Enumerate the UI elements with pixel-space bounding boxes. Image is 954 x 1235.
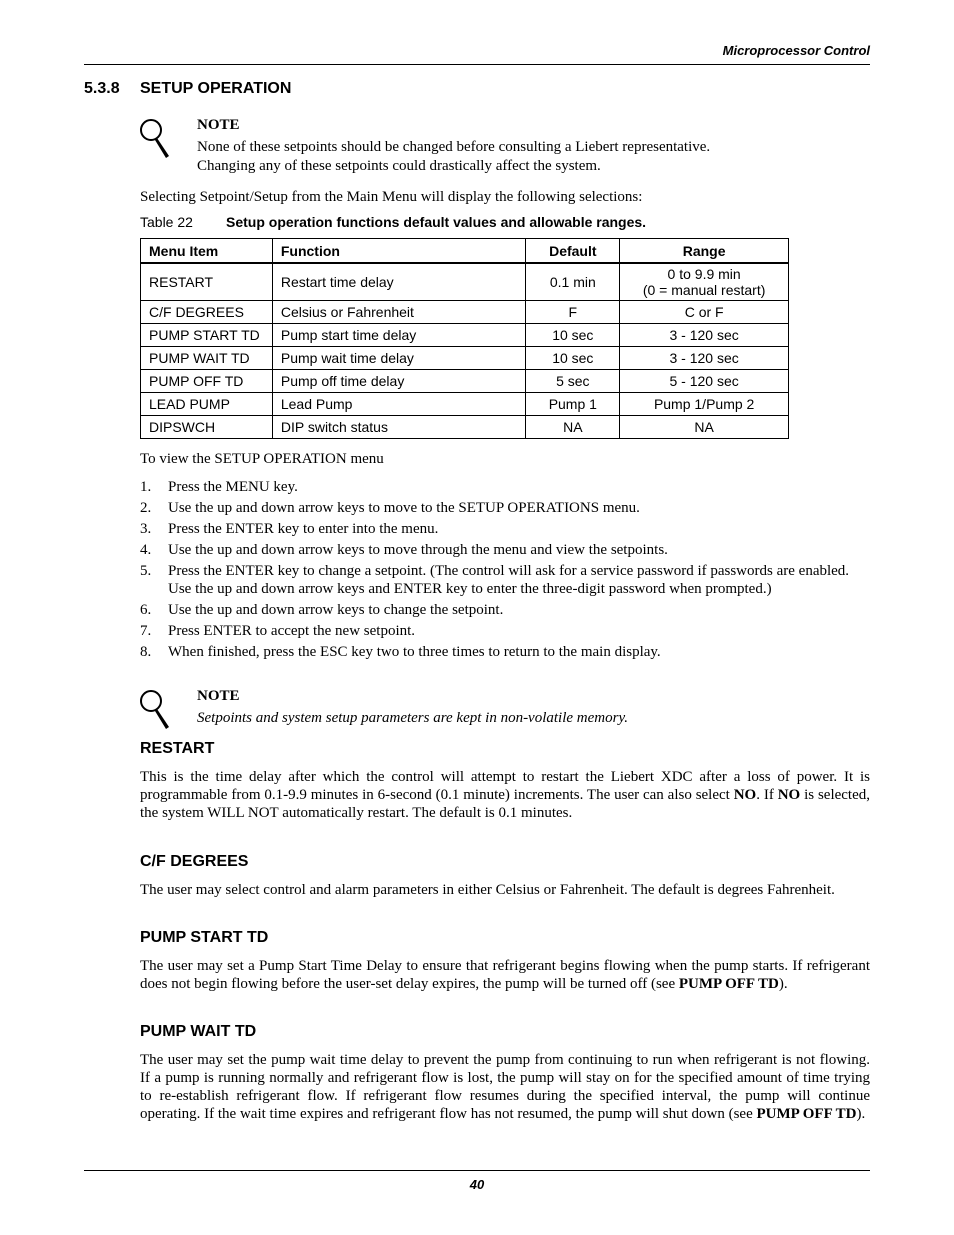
cell-range-line-1: 0 to 9.9 min <box>667 266 741 282</box>
cf-degrees-paragraph: The user may select control and alarm parameters in either Celsius or Fahrenheit. The default is degrees Fahrenheit. <box>140 882 835 898</box>
step-number: 2. <box>140 500 152 516</box>
cell-range: NA <box>620 416 789 439</box>
note-text: Setpoints and system setup parameters are kept in non-volatile memory. <box>197 710 629 726</box>
table-row <box>141 301 789 324</box>
pump-wait-paragraph <box>140 1051 870 1123</box>
table-number: Table 22 <box>140 214 193 230</box>
running-header: Microprocessor Control <box>722 43 870 58</box>
step-number: 6. <box>140 602 152 618</box>
cell-function: Restart time delay <box>272 263 526 301</box>
cell-menu-item: DIPSWCH <box>141 416 273 439</box>
restart-bold-2: NO <box>777 787 801 803</box>
cell-default: NA <box>526 416 620 439</box>
restart-text-3: is selected, the system WILL NOT automatically restart. The default is 0.1 minutes. <box>140 787 870 821</box>
table-row <box>141 347 789 370</box>
cell-default: 10 sec <box>526 324 620 347</box>
table-row <box>141 370 789 393</box>
step-text: Press the ENTER key to enter into the menu. <box>168 521 439 537</box>
cell-range: C or F <box>620 301 789 324</box>
step-text: Use the up and down arrow keys to move to the SETUP OPERATIONS menu. <box>168 500 640 516</box>
step-text: Use the up and down arrow keys to move through the menu and view the setpoints. <box>168 542 668 558</box>
list-item <box>140 601 870 619</box>
cell-function: Lead Pump <box>272 393 526 416</box>
restart-paragraph <box>140 768 870 822</box>
step-number: 1. <box>140 479 152 495</box>
step-text: Press the MENU key. <box>168 479 298 495</box>
pump-start-bold-1: PUMP OFF TD <box>678 976 779 992</box>
col-header-range: Range <box>620 239 789 264</box>
restart-bold-1: NO <box>733 787 757 803</box>
cell-menu-item: LEAD PUMP <box>141 393 273 416</box>
step-text: When finished, press the ESC key two to three times to return to the main display. <box>168 644 661 660</box>
restart-text-2: . If <box>756 787 778 803</box>
list-item <box>140 499 870 517</box>
table-row <box>141 393 789 416</box>
table-header-row <box>141 239 789 264</box>
restart-text-1: This is the time delay after which the control will attempt to restart the Liebert XDC after a loss of power. It is programmable from 0.1-9.9 minutes in 6-second (0.1 minute) increments. The user can also select <box>140 769 870 803</box>
view-intro-paragraph: To view the SETUP OPERATION menu <box>140 451 384 467</box>
table-row <box>141 324 789 347</box>
footer-rule <box>84 1170 870 1171</box>
cell-menu-item: C/F DEGREES <box>141 301 273 324</box>
cell-function: Pump wait time delay <box>272 347 526 370</box>
step-text: Use the up and down arrow keys to change the setpoint. <box>168 602 504 618</box>
step-number: 8. <box>140 644 152 660</box>
cell-range: 5 - 120 sec <box>620 370 789 393</box>
page-number: 40 <box>469 1177 485 1192</box>
section-heading <box>84 80 291 98</box>
pump-wait-text-1: The user may set the pump wait time delay to prevent the pump from continuing to run when refrigerant is not flowing. If a pump is running normally and refrigerant flow is lost, the pump will stay on for the specified amount of time trying to re-establish refrigerant flow. If refrigerant flow resumes during the specified interval, the pump will continue operating. If the wait time expires and refrigerant flow has not resumed, the pump will shut down (see <box>140 1052 870 1122</box>
list-item <box>140 643 870 661</box>
cell-menu-item: RESTART <box>141 263 273 301</box>
steps-list <box>140 478 870 664</box>
magnifier-icon <box>138 116 174 160</box>
magnifier-icon <box>138 687 174 731</box>
pump-wait-text-2: ). <box>856 1106 866 1122</box>
cell-menu-item: PUMP START TD <box>141 324 273 347</box>
cell-range-line-2: (0 = manual restart) <box>642 282 766 298</box>
note-line-1: None of these setpoints should be changed before consulting a Liebert representative. <box>197 139 711 155</box>
note-label: NOTE <box>197 688 240 704</box>
list-item <box>140 622 870 640</box>
step-text: Press the ENTER key to change a setpoint. (The control will ask for a service password if passwords are enabled. Use the up and down arrow keys and ENTER key to enter the three-digit password when prompted.) <box>168 563 850 597</box>
cell-default: 0.1 min <box>526 263 620 301</box>
pump-start-heading: PUMP START TD <box>140 929 269 946</box>
step-number: 7. <box>140 623 152 639</box>
header-rule <box>84 64 870 65</box>
cell-function: DIP switch status <box>272 416 526 439</box>
step-number: 3. <box>140 521 152 537</box>
table-row <box>141 416 789 439</box>
pump-wait-bold-1: PUMP OFF TD <box>756 1106 857 1122</box>
cell-function: Pump start time delay <box>272 324 526 347</box>
section-number: 5.3.8 <box>84 80 120 97</box>
note-text <box>197 138 837 176</box>
note-label: NOTE <box>197 117 240 133</box>
cell-default: Pump 1 <box>526 393 620 416</box>
list-item <box>140 520 870 538</box>
table-row <box>141 263 789 301</box>
step-number: 5. <box>140 563 152 579</box>
cell-default: 5 sec <box>526 370 620 393</box>
col-header-menu-item: Menu Item <box>141 239 273 264</box>
cell-range <box>620 263 789 301</box>
cell-range: 3 - 120 sec <box>620 347 789 370</box>
restart-heading: RESTART <box>140 740 215 757</box>
section-title: SETUP OPERATION <box>140 80 292 97</box>
cf-degrees-heading: C/F DEGREES <box>140 853 249 870</box>
pump-start-text-1: The user may set a Pump Start Time Delay to ensure that refrigerant begins flowing when the pump starts. If refrigerant does not begin flowing before the user-set delay expires, the pump will be turned off (see <box>140 958 870 992</box>
cell-default: F <box>526 301 620 324</box>
intro-paragraph: Selecting Setpoint/Setup from the Main Menu will display the following selections: <box>140 189 643 205</box>
pump-wait-heading: PUMP WAIT TD <box>140 1023 257 1040</box>
cell-menu-item: PUMP OFF TD <box>141 370 273 393</box>
note-line-2: Changing any of these setpoints could drastically affect the system. <box>197 158 601 174</box>
step-text: Press ENTER to accept the new setpoint. <box>168 623 416 639</box>
cell-range: 3 - 120 sec <box>620 324 789 347</box>
setup-table <box>140 238 789 439</box>
table-caption-text: Setup operation functions default values and allowable ranges. <box>226 214 647 230</box>
pump-start-text-2: ). <box>778 976 788 992</box>
step-number: 4. <box>140 542 152 558</box>
pump-start-paragraph <box>140 957 870 993</box>
cell-function: Pump off time delay <box>272 370 526 393</box>
cell-menu-item: PUMP WAIT TD <box>141 347 273 370</box>
list-item <box>140 562 870 598</box>
cell-default: 10 sec <box>526 347 620 370</box>
table-caption <box>140 214 646 230</box>
col-header-default: Default <box>526 239 620 264</box>
list-item <box>140 478 870 496</box>
list-item <box>140 541 870 559</box>
cell-function: Celsius or Fahrenheit <box>272 301 526 324</box>
cell-range: Pump 1/Pump 2 <box>620 393 789 416</box>
col-header-function: Function <box>272 239 526 264</box>
